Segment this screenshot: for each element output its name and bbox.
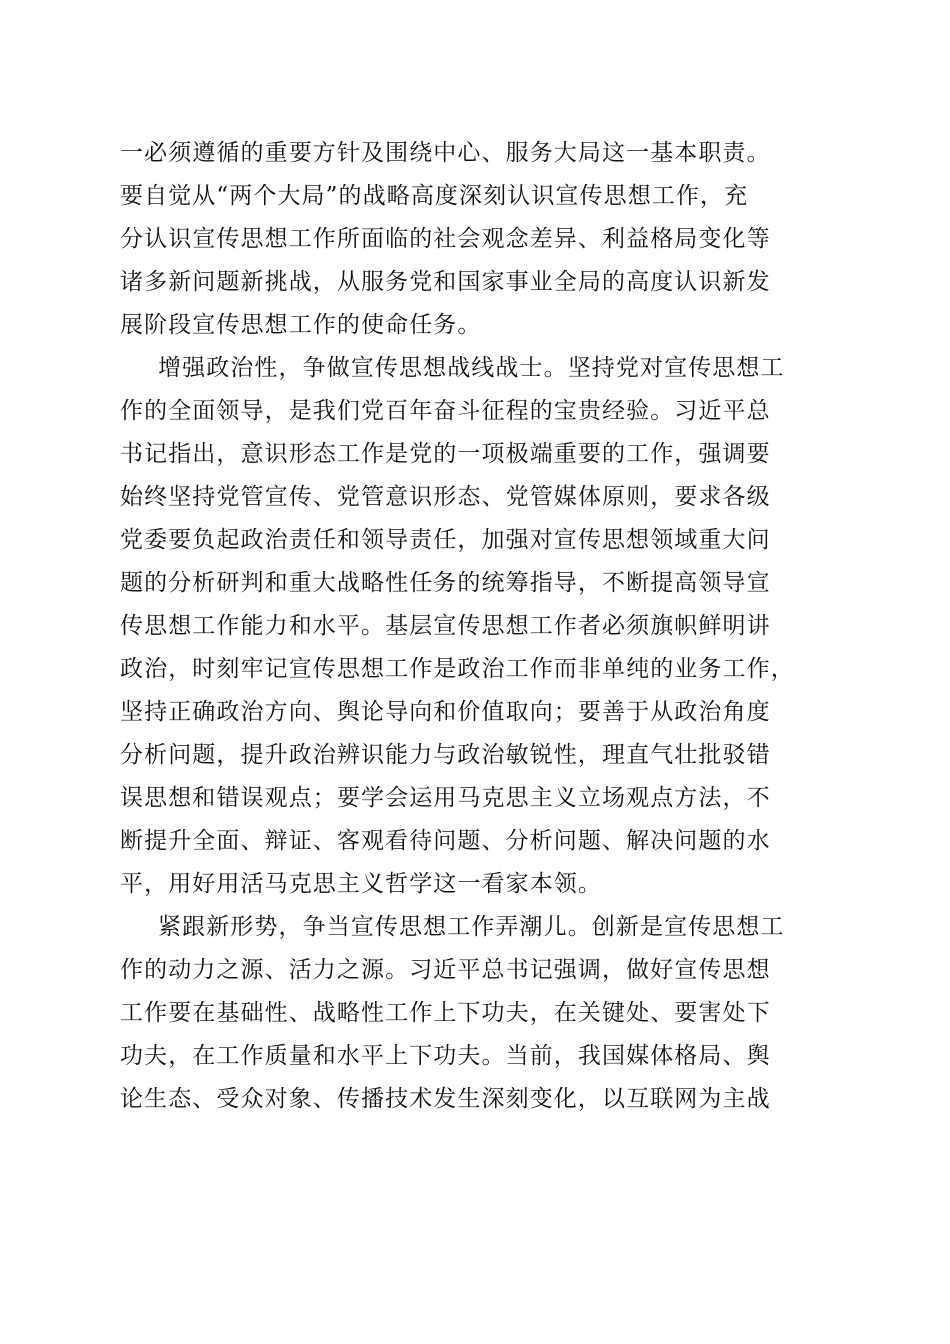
text-line: 平，用好用活马克思主义哲学这一看家本领。 xyxy=(120,871,602,897)
text-line: 始终坚持党管宣传、党管意识形态、党管媒体原则，要求各级 xyxy=(120,484,771,510)
text-line: 论生态、受众对象、传播技术发生深刻变化，以互联网为主战 xyxy=(120,1086,771,1112)
text-line: 分认识宣传思想工作所面临的社会观念差异、利益格局变化等 xyxy=(120,226,771,252)
text-line: 断提升全面、辩证、客观看待问题、分析问题、解决问题的水 xyxy=(120,828,771,854)
text-line: 政治，时刻牢记宣传思想工作是政治工作而非单纯的业务工作， xyxy=(120,656,795,682)
text-line: 展阶段宣传思想工作的使命任务。 xyxy=(120,312,482,338)
text-line: 作的动力之源、活力之源。习近平总书记强调，做好宣传思想 xyxy=(120,957,771,983)
text-line: 一必须遵循的重要方针及围绕中心、服务大局这一基本职责。 xyxy=(120,140,771,166)
text-line: 传思想工作能力和水平。基层宣传思想工作者必须旗帜鲜明讲 xyxy=(120,613,771,639)
text-line: 题的分析研判和重大战略性任务的统筹指导，不断提高领导宣 xyxy=(120,570,771,596)
text-line: 工作要在基础性、战略性工作上下功夫，在关键处、要害处下 xyxy=(120,1000,771,1026)
text-line: 作的全面领导，是我们党百年奋斗征程的宝贵经验。习近平总 xyxy=(120,398,771,424)
text-line: 书记指出，意识形态工作是党的一项极端重要的工作，强调要 xyxy=(120,441,771,467)
text-line: 坚持正确政治方向、舆论导向和价值取向；要善于从政治角度 xyxy=(120,699,771,725)
text-line: 要自觉从“两个大局”的战略高度深刻认识宣传思想工作，充 xyxy=(120,183,749,209)
document-body xyxy=(120,132,840,1121)
paragraph-start-line: 紧跟新形势，争当宣传思想工作弄潮儿。创新是宣传思想工 xyxy=(158,914,785,940)
text-line: 分析问题，提升政治辨识能力与政治敏锐性，理直气壮批驳错 xyxy=(120,742,771,768)
text-line: 诸多新问题新挑战，从服务党和国家事业全局的高度认识新发 xyxy=(120,269,771,295)
paragraph-start-line: 增强政治性，争做宣传思想战线战士。坚持党对宣传思想工 xyxy=(158,355,785,381)
text-line: 误思想和错误观点；要学会运用马克思主义立场观点方法，不 xyxy=(120,785,771,811)
text-line: 功夫，在工作质量和水平上下功夫。当前，我国媒体格局、舆 xyxy=(120,1043,771,1069)
text-line: 党委要负起政治责任和领导责任，加强对宣传思想领域重大问 xyxy=(120,527,771,553)
